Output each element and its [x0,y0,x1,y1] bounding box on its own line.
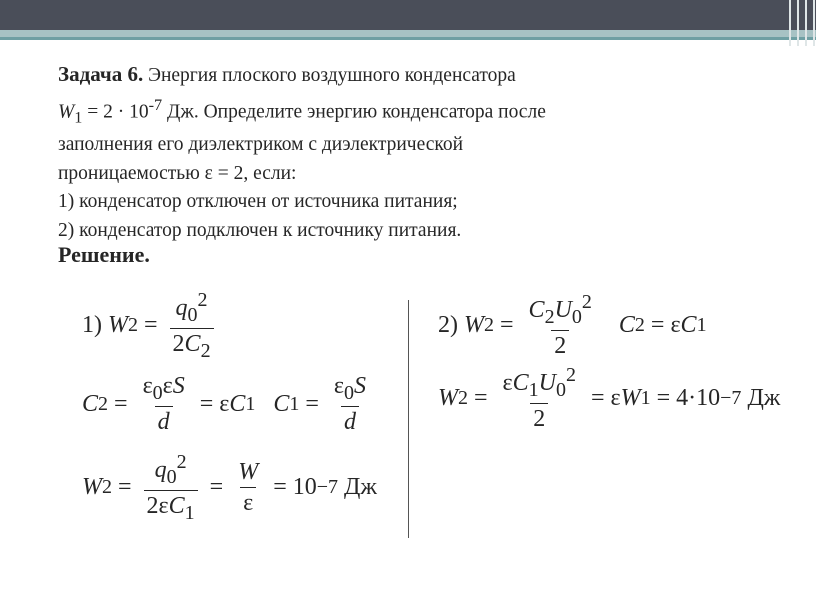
problem-text: Энергия плоского воздушного конденсатора [148,65,516,86]
energy-exponent: -7 [148,95,163,114]
formula-1-w2: 1) W 2 = $\frac{q_0^2}{2C_2}$ [82,290,220,361]
problem-text: Дж. Определите энергию конденсатора после [167,101,546,122]
formula-2-w2: 2) W 2 = $\frac{C_2U_0^2}{2}$ C 2 = ε C 1 [438,291,707,359]
solution-heading: Решение. [58,242,150,267]
problem-title: Задача 6. [58,62,144,86]
decor-line [805,0,807,46]
problem-line [58,60,778,91]
slide-accent-line [0,37,816,40]
formula-1-result: W 2 = $\frac{q_0^2}{2\varepsilon C_1}$ = $\frac{W}{\varepsilon}$ = 10 −7 Дж [82,451,377,524]
column-divider [408,300,409,538]
slide-top-bar [0,0,816,30]
energy-symbol: W [58,101,75,122]
energy-value: = 2 · 10 [87,101,149,122]
energy-subscript: 1 [74,107,83,126]
problem-statement [58,60,778,245]
problem-case-1: 1) конденсатор отключен от источника питания; [58,191,458,213]
decor-line [789,0,791,46]
decor-line [797,0,799,46]
problem-line [58,91,778,132]
decor-line [813,0,815,46]
formula-1-capacitance: C 2 = $\frac{\varepsilon_0\varepsilon S}{d}$ = ε C 1 C 1 = $\frac{\varepsilon_0S}{d}$ [82,373,366,435]
problem-line: проницаемостью ε = 2, если: [58,162,297,184]
formula-2-result: W 2 = $\frac{\varepsilon C_1U_0^2}{2}$ = ε W 1 = 4·10 −7 Дж [438,364,781,432]
slide-accent-stripe [0,30,816,37]
problem-case-2: 2) конденсатор подключен к источнику питания. [58,219,462,241]
problem-line: заполнения его диэлектриком с диэлектрической [58,134,464,156]
